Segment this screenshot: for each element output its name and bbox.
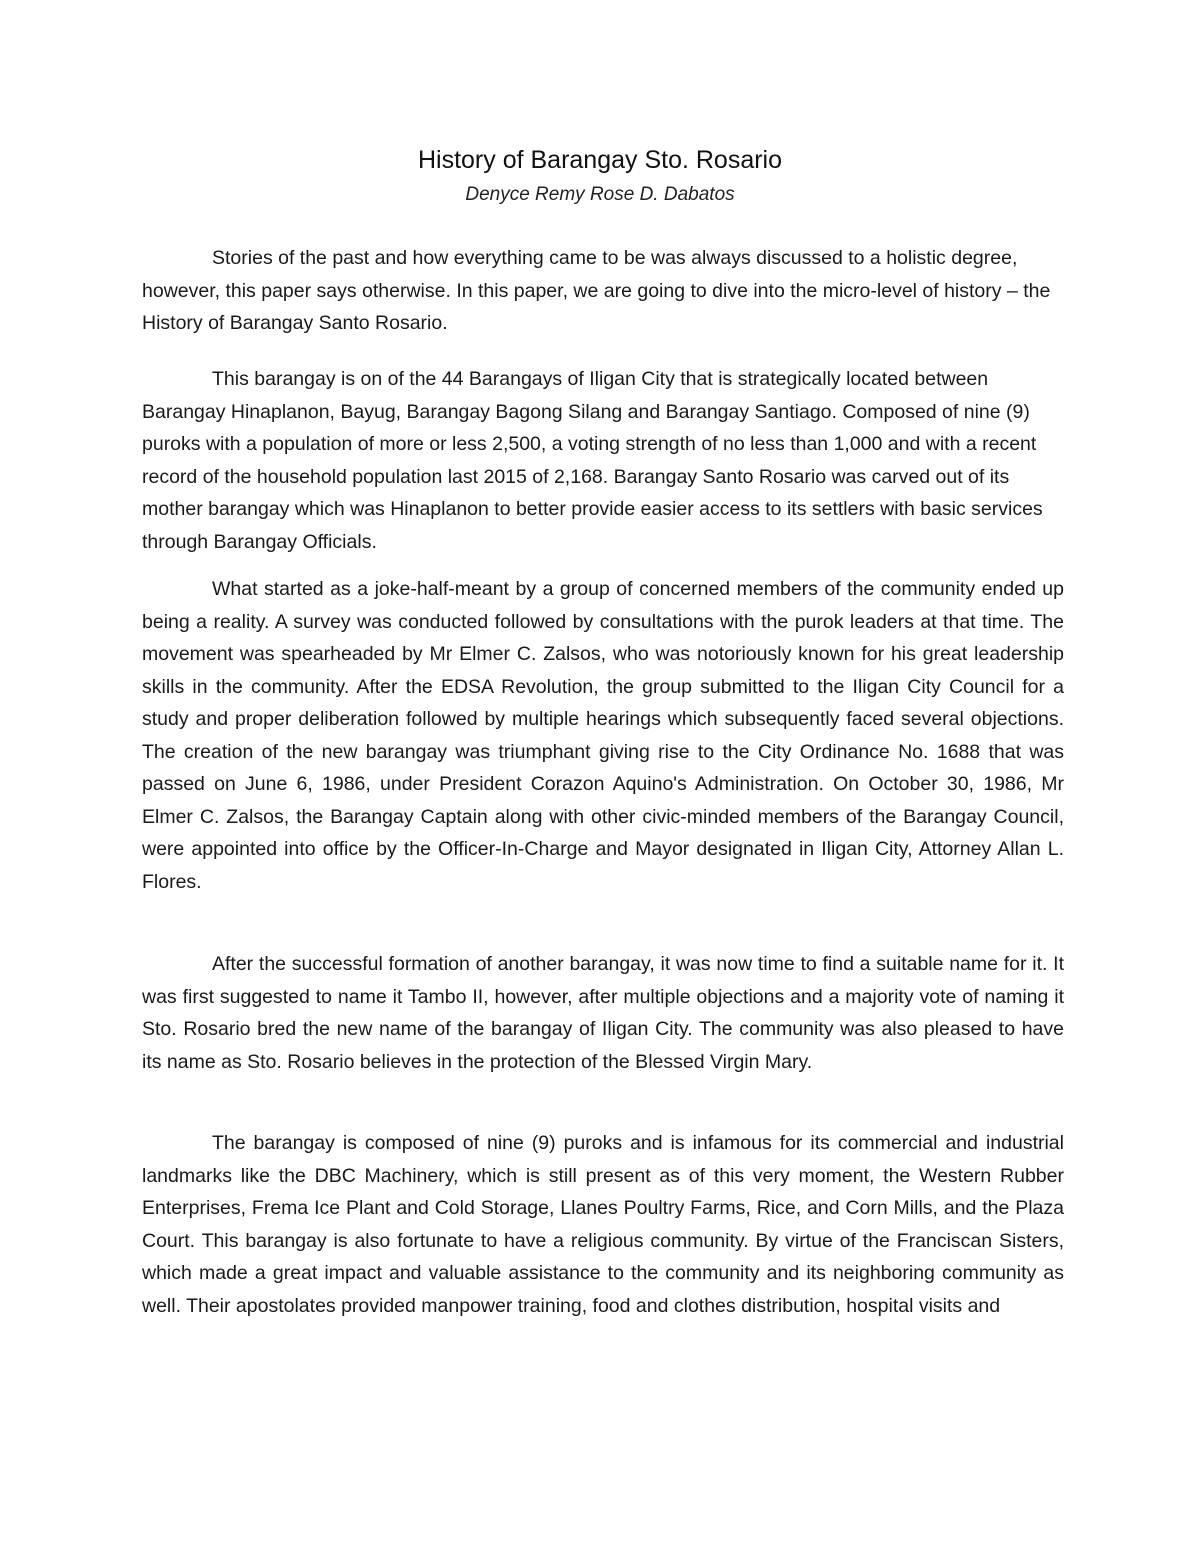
paragraph-1: Stories of the past and how everything came to be was always discussed to a holistic degree, however, this paper says otherwise. In this paper, we are going to dive into the micro-level of history – the History of Barangay Santo Rosario. — [142, 247, 1051, 334]
document-author: Denyce Remy Rose D. Dabatos — [465, 184, 735, 205]
paragraph-4: After the successful formation of another barangay, it was now time to find a suitable name for it. It was first suggested to name it Tambo II, however, after multiple objections and a majority vote of naming it Sto. Rosario bred the new name of the barangay of Iligan City. The community was also pleased to have its name as Sto. Rosario believes in the protection of the Blessed Virgin Mary. — [142, 953, 1064, 1073]
document-title: History of Barangay Sto. Rosario — [417, 146, 783, 174]
paragraph-5: The barangay is composed of nine (9) puroks and is infamous for its commercial and industrial landmarks like the DBC Machinery, which is still present as of this very moment, the Western Rubber Enterprises, Frema Ice Plant and Cold Storage, Llanes Poultry Farms, Rice, and Corn Mills, and the Plaza Court. This barangay is also fortunate to have a religious community. By virtue of the Franciscan Sisters, which made a great impact and valuable assistance to the community and its neighboring community as well. Their apostolates provided manpower training, food and clothes distribution, hospital visits and — [142, 1132, 1064, 1317]
paragraph-2: This barangay is on of the 44 Barangays of Iligan City that is strategically located between Barangay Hinaplanon, Bayug, Barangay Bagong Silang and Barangay Santiago. Composed of nine (9) puroks with a population of more or less 2,500, a voting strength of no less than 1,000 and with a recent record of the household population last 2015 of 2,168. Barangay Santo Rosario was carved out of its mother barangay which was Hinaplanon to better provide easier access to its settlers with basic services through Barangay Officials. — [142, 368, 1043, 553]
paragraph-3: What started as a joke-half-meant by a group of concerned members of the community ended up being a reality. A survey was conducted followed by consultations with the purok leaders at that time. The movement was spearheaded by Mr Elmer C. Zalsos, who was notoriously known for his great leadership skills in the community. After the EDSA Revolution, the group submitted to the Iligan City Council for a study and proper deliberation followed by multiple hearings which subsequently faced several objections. The creation of the new barangay was triumphant giving rise to the City Ordinance No. 1688 that was passed on June 6, 1986, under President Corazon Aquino's Administration. On October 30, 1986, Mr Elmer C. Zalsos, the Barangay Captain along with other civic-minded members of the Barangay Council, were appointed into office by the Officer-In-Charge and Mayor designated in Iligan City, Attorney Allan L. Flores. — [142, 578, 1064, 893]
